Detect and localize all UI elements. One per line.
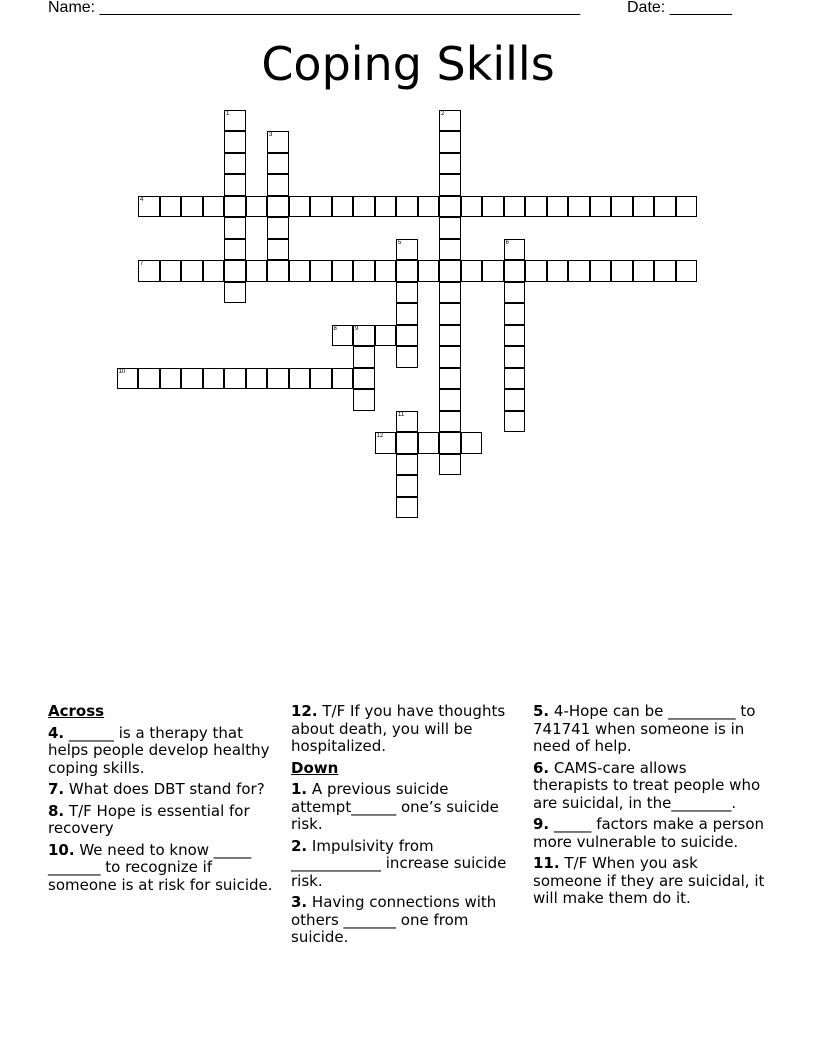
grid-cell[interactable]: [611, 196, 633, 218]
grid-cell[interactable]: [181, 260, 203, 282]
clue-number: 6.: [533, 758, 550, 777]
clue-down-6: [533, 760, 765, 813]
grid-cell[interactable]: [181, 368, 203, 390]
grid-cell[interactable]: [310, 196, 332, 218]
clue-number: 10.: [48, 840, 75, 859]
grid-cell[interactable]: [224, 239, 246, 261]
grid-cell[interactable]: [504, 346, 526, 368]
grid-cell[interactable]: [611, 260, 633, 282]
cell-number: 8: [333, 325, 337, 332]
clue-text: Impulsivity from ____________ increase suicide risk.: [291, 836, 507, 890]
clues-column-3: [533, 703, 765, 912]
clue-down-9: [533, 816, 765, 851]
grid-cell[interactable]: [461, 260, 483, 282]
grid-cell[interactable]: [439, 368, 461, 390]
clue-number: 8.: [48, 801, 65, 820]
grid-cell[interactable]: [138, 260, 160, 282]
grid-cell[interactable]: [396, 325, 418, 347]
grid-cell[interactable]: [396, 411, 418, 433]
grid-cell[interactable]: [439, 432, 461, 454]
grid-cell[interactable]: [203, 260, 225, 282]
clue-across-4: [48, 725, 280, 778]
grid-cell[interactable]: [418, 432, 440, 454]
grid-cell[interactable]: [203, 196, 225, 218]
cell-number: 9: [355, 325, 359, 332]
grid-cell[interactable]: [396, 497, 418, 519]
grid-cell[interactable]: [633, 260, 655, 282]
grid-cell[interactable]: [375, 196, 397, 218]
grid-cell[interactable]: [267, 239, 289, 261]
clues-column-1: [48, 703, 280, 898]
grid-cell[interactable]: [332, 260, 354, 282]
grid-cell[interactable]: [332, 368, 354, 390]
grid-cell[interactable]: [461, 196, 483, 218]
date-field[interactable]: Date: _______: [627, 0, 732, 16]
grid-cell[interactable]: [332, 196, 354, 218]
grid-cell[interactable]: [547, 260, 569, 282]
clue-text: We need to know _____ _______ to recognize if someone is at risk for suicide.: [48, 840, 273, 894]
grid-cell[interactable]: [396, 239, 418, 261]
grid-cell[interactable]: [504, 282, 526, 304]
grid-cell[interactable]: [224, 174, 246, 196]
clue-text: ______ is a therapy that helps people develop healthy coping skills.: [48, 723, 270, 777]
grid-cell[interactable]: [396, 346, 418, 368]
grid-cell[interactable]: [396, 432, 418, 454]
clue-text: What does DBT stand for?: [68, 780, 265, 798]
clue-down-1: [291, 781, 523, 834]
grid-cell[interactable]: [396, 260, 418, 282]
clue-across-10: [48, 842, 280, 895]
grid-cell[interactable]: [353, 368, 375, 390]
grid-cell[interactable]: [439, 196, 461, 218]
clue-number: 1.: [291, 780, 308, 798]
grid-cell[interactable]: [461, 432, 483, 454]
grid-cell[interactable]: [418, 260, 440, 282]
name-field[interactable]: Name: ______________________________________________________: [48, 0, 581, 16]
grid-cell[interactable]: [224, 217, 246, 239]
clue-number: 9.: [533, 815, 550, 833]
clue-text: T/F When you ask someone if they are suicidal, it will make them do it.: [533, 854, 765, 907]
grid-cell[interactable]: [547, 196, 569, 218]
grid-cell[interactable]: [160, 368, 182, 390]
clue-text: Having connections with others _______ one from suicide.: [291, 893, 497, 946]
grid-cell[interactable]: [375, 432, 397, 454]
grid-cell[interactable]: [482, 196, 504, 218]
grid-cell[interactable]: [224, 260, 246, 282]
grid-cell[interactable]: [310, 260, 332, 282]
grid-cell[interactable]: [439, 260, 461, 282]
clue-text: T/F Hope is essential for recovery: [48, 801, 250, 837]
grid-cell[interactable]: [504, 368, 526, 390]
grid-cell[interactable]: [439, 110, 461, 132]
grid-cell[interactable]: [590, 260, 612, 282]
grid-cell[interactable]: [267, 174, 289, 196]
clue-across-8: [48, 803, 280, 838]
cell-number: 4: [140, 196, 144, 203]
grid-cell[interactable]: [289, 368, 311, 390]
cell-number: 7: [140, 261, 144, 267]
grid-cell[interactable]: [353, 260, 375, 282]
grid-cell[interactable]: [353, 196, 375, 218]
grid-cell[interactable]: [160, 196, 182, 218]
grid-cell[interactable]: [246, 368, 268, 390]
grid-cell[interactable]: [439, 346, 461, 368]
clue-across-12: [291, 703, 523, 756]
clue-number: 5.: [533, 702, 550, 720]
clue-down-11: [533, 855, 765, 908]
clue-text: 4-Hope can be _________ to 741741 when someone is in need of help.: [533, 702, 756, 755]
grid-cell[interactable]: [267, 217, 289, 239]
grid-cell[interactable]: [224, 368, 246, 390]
across-heading: Across: [48, 702, 105, 720]
grid-cell[interactable]: [375, 325, 397, 347]
grid-cell[interactable]: [224, 196, 246, 218]
clue-number: 2.: [291, 836, 308, 855]
grid-cell[interactable]: [310, 368, 332, 390]
grid-cell[interactable]: [482, 260, 504, 282]
grid-cell[interactable]: [224, 153, 246, 175]
grid-cell[interactable]: [138, 368, 160, 390]
down-heading: Down: [291, 758, 339, 777]
grid-cell[interactable]: [396, 196, 418, 218]
cell-number: 2: [441, 110, 445, 117]
cell-number: 3: [269, 132, 273, 138]
grid-cell[interactable]: [224, 282, 246, 304]
grid-cell[interactable]: [439, 239, 461, 261]
grid-cell[interactable]: [246, 260, 268, 282]
clue-down-5: [533, 703, 765, 756]
grid-cell[interactable]: [375, 260, 397, 282]
grid-cell[interactable]: [504, 325, 526, 347]
grid-cell[interactable]: [439, 282, 461, 304]
grid-cell[interactable]: [289, 260, 311, 282]
cell-number: 5: [398, 239, 402, 246]
grid-cell[interactable]: [332, 325, 354, 347]
grid-cell[interactable]: [203, 368, 225, 390]
clue-text: CAMS-care allows therapists to treat people who are suicidal, in the________.: [533, 758, 761, 812]
clue-number: 12.: [291, 702, 318, 720]
clue-text: A previous suicide attempt______ one’s suicide risk.: [291, 780, 499, 833]
grid-cell[interactable]: [439, 389, 461, 411]
grid-cell[interactable]: [267, 260, 289, 282]
grid-cell[interactable]: [418, 196, 440, 218]
clue-down-2: [291, 838, 523, 891]
grid-cell[interactable]: [267, 131, 289, 153]
grid-cell[interactable]: [568, 196, 590, 218]
grid-cell[interactable]: [117, 368, 139, 390]
grid-cell[interactable]: [246, 196, 268, 218]
clues-column-2: [291, 703, 523, 951]
grid-cell[interactable]: [504, 411, 526, 433]
grid-cell[interactable]: [160, 260, 182, 282]
grid-cell[interactable]: [525, 260, 547, 282]
cell-number: 10: [118, 368, 126, 375]
clue-text: _____ factors make a person more vulnerable to suicide.: [533, 815, 765, 851]
grid-cell[interactable]: [224, 131, 246, 153]
grid-cell[interactable]: [590, 196, 612, 218]
grid-cell[interactable]: [525, 196, 547, 218]
grid-cell[interactable]: [267, 368, 289, 390]
grid-cell[interactable]: [138, 196, 160, 218]
grid-cell[interactable]: [181, 196, 203, 218]
clue-number: 3.: [291, 893, 308, 911]
page-title: Coping Skills: [261, 37, 555, 91]
clue-text: T/F If you have thoughts about death, you will be hospitalized.: [291, 702, 506, 755]
grid-cell[interactable]: [396, 282, 418, 304]
grid-cell[interactable]: [654, 260, 676, 282]
grid-cell[interactable]: [504, 196, 526, 218]
grid-cell[interactable]: [353, 325, 375, 347]
grid-cell[interactable]: [353, 389, 375, 411]
grid-cell[interactable]: [289, 196, 311, 218]
grid-cell[interactable]: [396, 475, 418, 497]
grid-cell[interactable]: [224, 110, 246, 132]
cell-number: 6: [505, 239, 509, 246]
clue-across-7: [48, 781, 280, 799]
grid-cell[interactable]: [439, 174, 461, 196]
grid-cell[interactable]: [353, 346, 375, 368]
clue-number: 7.: [48, 780, 65, 798]
grid-cell[interactable]: [439, 325, 461, 347]
grid-cell[interactable]: [504, 389, 526, 411]
grid-cell[interactable]: [396, 454, 418, 476]
grid-cell[interactable]: [676, 260, 698, 282]
grid-cell[interactable]: [676, 196, 698, 218]
clue-number: 11.: [533, 854, 560, 872]
grid-cell[interactable]: [439, 411, 461, 433]
grid-cell[interactable]: [267, 196, 289, 218]
grid-cell[interactable]: [633, 196, 655, 218]
clue-number: 4.: [48, 723, 65, 742]
grid-cell[interactable]: [439, 153, 461, 175]
grid-cell[interactable]: [439, 217, 461, 239]
grid-cell[interactable]: [504, 260, 526, 282]
cell-number: 12: [376, 433, 384, 439]
grid-cell[interactable]: [504, 239, 526, 261]
grid-cell[interactable]: [568, 260, 590, 282]
cell-number: 1: [226, 110, 230, 117]
grid-cell[interactable]: [439, 131, 461, 153]
clue-down-3: [291, 894, 523, 947]
grid-cell[interactable]: [267, 153, 289, 175]
grid-cell[interactable]: [504, 303, 526, 325]
grid-cell[interactable]: [396, 303, 418, 325]
grid-cell[interactable]: [439, 454, 461, 476]
grid-cell[interactable]: [439, 303, 461, 325]
cell-number: 11: [398, 411, 405, 418]
grid-cell[interactable]: [654, 196, 676, 218]
